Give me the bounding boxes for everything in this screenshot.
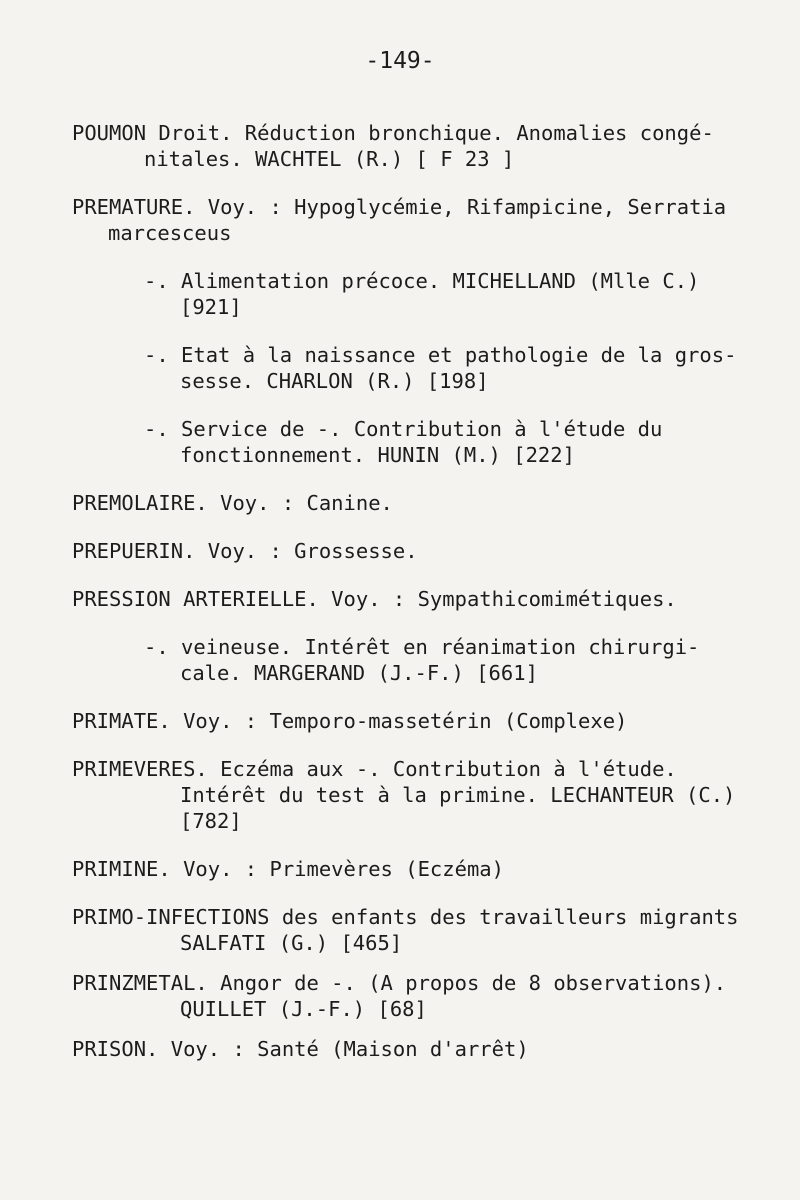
index-entry-premature xyxy=(72,194,772,246)
entry-line: PRIMO-INFECTIONS des enfants des travailleurs migrants xyxy=(72,905,739,929)
index-entry-prinzmetal xyxy=(72,970,772,1022)
entry-line: sesse. CHARLON (R.) [198] xyxy=(180,369,489,393)
index-subentry-alimentation xyxy=(72,268,772,320)
entry-line: PREMATURE. Voy. : Hypoglycémie, Rifampicine, Serratia xyxy=(72,195,727,219)
index-entry-prison xyxy=(72,1036,772,1062)
index-subentry-service xyxy=(72,416,772,468)
entry-line: fonctionnement. HUNIN (M.) [222] xyxy=(180,443,575,467)
index-entry-poumon xyxy=(72,120,772,172)
entry-line: PREMOLAIRE. Voy. : Canine. xyxy=(72,491,393,515)
entry-line: PRESSION ARTERIELLE. Voy. : Sympathicomimétiques. xyxy=(72,587,677,611)
entry-line: -. Alimentation précoce. MICHELLAND (Mlle C.) xyxy=(144,269,700,293)
entry-line: PRIMATE. Voy. : Temporo-massetérin (Complexe) xyxy=(72,709,628,733)
entry-line: QUILLET (J.-F.) [68] xyxy=(180,997,427,1021)
index-entry-primeveres xyxy=(72,756,772,834)
entry-line: PRISON. Voy. : Santé (Maison d'arrêt) xyxy=(72,1037,529,1061)
entry-line: SALFATI (G.) [465] xyxy=(180,931,403,955)
entry-line: nitales. WACHTEL (R.) [ F 23 ] xyxy=(144,147,515,171)
entry-line: Intérêt du test à la primine. LECHANTEUR (C.) xyxy=(180,783,736,807)
index-entry-pression-arterielle xyxy=(72,586,772,612)
index-entry-prepuerin xyxy=(72,538,772,564)
entry-line: -. Etat à la naissance et pathologie de la gros- xyxy=(144,343,737,367)
entry-line: [782] xyxy=(180,809,242,833)
entry-line: POUMON Droit. Réduction bronchique. Anomalies congé- xyxy=(72,121,714,145)
index-entry-primate xyxy=(72,708,772,734)
index-entry-premolaire xyxy=(72,490,772,516)
entry-line: PREPUERIN. Voy. : Grossesse. xyxy=(72,539,418,563)
entry-line: [921] xyxy=(180,295,242,319)
index-subentry-veineuse xyxy=(72,634,772,686)
entry-line: PRINZMETAL. Angor de -. (A propos de 8 observations). xyxy=(72,971,727,995)
entry-line: PRIMINE. Voy. : Primevères (Eczéma) xyxy=(72,857,504,881)
index-entry-primo-infections xyxy=(72,904,772,956)
page-number: -149- xyxy=(365,48,435,74)
index-entry-primine xyxy=(72,856,772,882)
entry-line: -. Service de -. Contribution à l'étude du xyxy=(144,417,663,441)
index-subentry-etat-naissance xyxy=(72,342,772,394)
entry-line: marcesceus xyxy=(108,221,232,245)
entry-line: -. veineuse. Intérêt en réanimation chirurgi- xyxy=(144,635,700,659)
index-entries xyxy=(72,120,772,1084)
entry-line: cale. MARGERAND (J.-F.) [661] xyxy=(180,661,538,685)
entry-line: PRIMEVERES. Eczéma aux -. Contribution à l'étude. xyxy=(72,757,677,781)
